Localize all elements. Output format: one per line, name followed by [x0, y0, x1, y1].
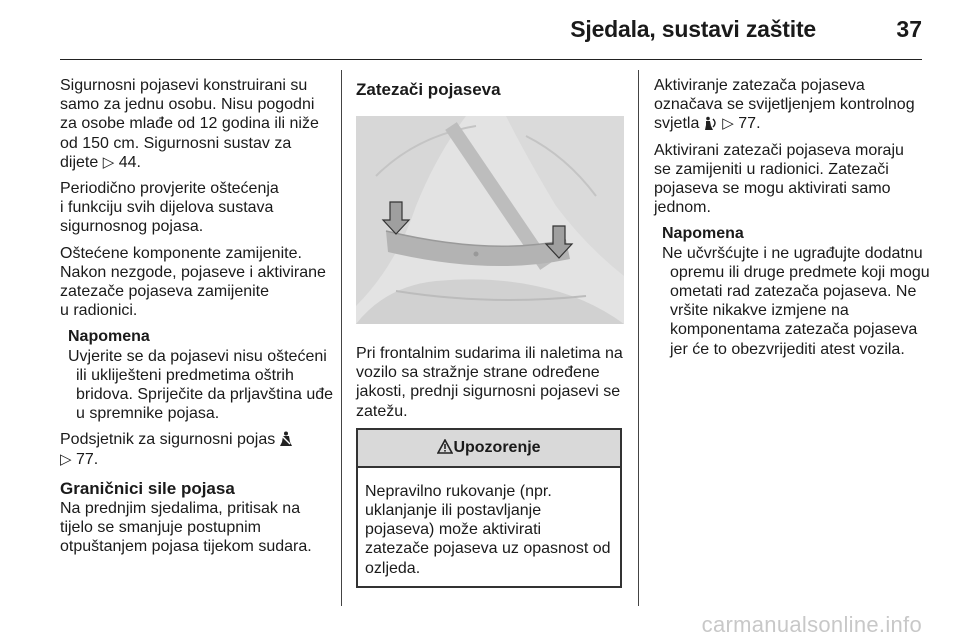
reminder-paragraph: Podsjetnik za sigurnosni pojas ▷ 77. — [60, 430, 332, 468]
replacement-paragraph: Aktivirani zatezači pojaseva moraju se zamijeniti u radionici. Zatezači pojaseva se mogu aktivirati samo jednom. — [654, 141, 904, 217]
warning-box — [356, 428, 622, 588]
child-restraint-page-ref[interactable]: 44. — [118, 153, 141, 171]
watermark: carmanualsonline.info — [701, 612, 922, 637]
page-number: 37 — [896, 16, 922, 42]
section-heading-pretensioners: Zatezači pojaseva — [356, 80, 501, 99]
column-divider-2 — [638, 70, 639, 606]
left-column — [60, 76, 332, 563]
header-divider — [60, 59, 922, 60]
reference-arrow-icon: ▷ — [102, 153, 115, 171]
seat-belt-pretensioner-illustration — [356, 116, 624, 324]
reference-arrow-icon: ▷ — [60, 450, 72, 468]
note-title: Napomena — [68, 328, 150, 346]
pretensioner-paragraph: Pri frontalnim sudarima ili naletima na vozilo sa stražnje strane određene jakosti, prednji sigurnosni pojasevi se zatežu. — [356, 345, 623, 420]
warning-triangle-icon — [437, 439, 453, 454]
airbag-light-icon — [704, 116, 718, 130]
check-paragraph: Periodično provjerite oštećenja i funkciju svih dijelova sustava sigurnosnog pojasa. — [60, 180, 279, 236]
intro-paragraph: Sigurnosni pojasevi konstruirani su samo za jednu osobu. Nisu pogodni za osobe mlađe od 12 godina ili niže od 150 cm. Sigurnosni sustav za dijete ▷ 44. — [60, 77, 319, 171]
middle-column — [356, 76, 626, 588]
replace-paragraph: Oštećene komponente zamijenite. Nakon nezgode, pojaseve i aktivirane zatezače pojaseva zamijenite u radionici. — [60, 244, 326, 320]
note-block: Napomena Uvjerite se da pojasevi nisu oštećeni ili ukliješteni predmetima oštrih bridova. Spriječite da prljavština uđe u spremnike pojasa. — [68, 328, 334, 423]
belt-reminder-page-ref[interactable]: 77. — [76, 450, 99, 468]
reference-arrow-icon: ▷ — [722, 115, 734, 133]
column-divider-1 — [341, 70, 342, 606]
right-column — [654, 76, 930, 366]
warning-title: Upozorenje — [453, 438, 541, 456]
control-light-page-ref[interactable]: 77. — [738, 115, 761, 133]
force-limiter-paragraph: Na prednjim sjedalima, pritisak na tijelo se smanjuje postupnim otpuštanjem pojasa tijekom sudara. — [60, 499, 312, 556]
note-title: Napomena — [662, 225, 744, 243]
warning-body: Nepravilno rukovanje (npr. uklanjanje ili postavljanje pojaseva) može aktivirati zatezače pojaseva uz opasnost od ozljeda. — [365, 482, 611, 577]
warning-header — [358, 430, 620, 468]
seatbelt-reminder-icon — [280, 431, 292, 446]
activation-paragraph: Aktiviranje zatezača pojaseva označava se svijetljenjem kontrolnog svjetla ▷ 77. — [654, 77, 915, 133]
section-heading-force-limiters: Graničnici sile pojasa — [60, 478, 235, 498]
page-title: Sjedala, sustavi zaštite — [570, 16, 816, 42]
note-block: Napomena Ne učvršćujte i ne ugrađujte dodatnu opremu ili druge predmete koji mogu ometati rad zatezača pojaseva. Ne vršite nikakve izmjene na komponentama zatezača pojaseva jer će to obezvrijediti atest vozila. — [662, 225, 930, 358]
